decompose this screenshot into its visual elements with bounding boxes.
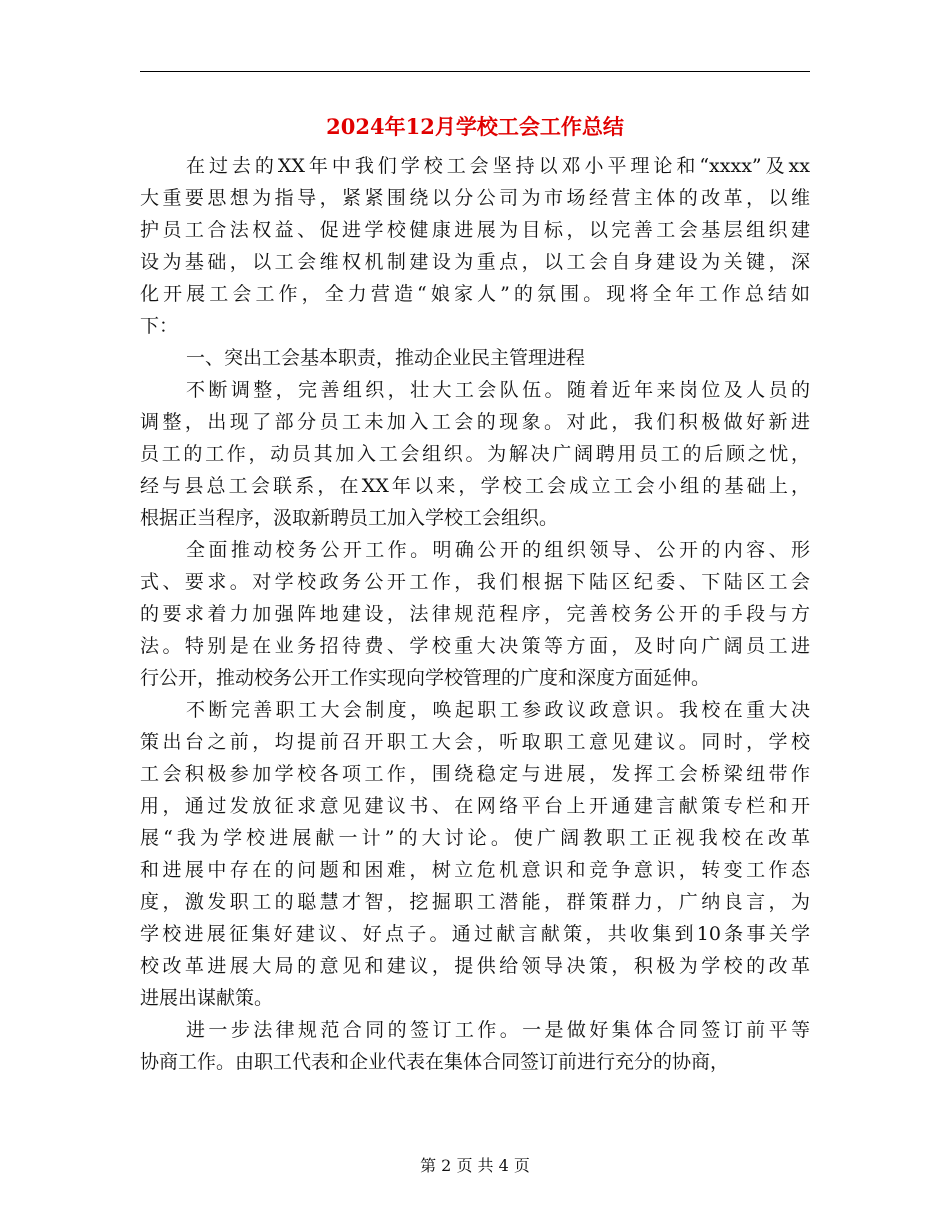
paragraph-line: 经与县总工会联系，在XX年以来，学校工会成立工会小组的基础上， bbox=[140, 475, 810, 497]
header-rule bbox=[140, 71, 810, 72]
paragraph-line: 度，激发职工的聪慧才智，挖掘职工潜能，群策群力，广纳良言，为 bbox=[140, 891, 810, 913]
paragraph-line: 一、突出工会基本职责，推动企业民主管理进程 bbox=[186, 347, 586, 369]
body-paragraph bbox=[140, 694, 810, 1014]
paragraph-line: 全面推动校务公开工作。明确公开的组织领导、公开的内容、形 bbox=[186, 539, 810, 561]
paragraph-line: 进一步法律规范合同的签订工作。一是做好集体合同签订前平等 bbox=[186, 1019, 810, 1041]
page-footer: 第 2 页 共 4 页 bbox=[420, 1156, 530, 1175]
paragraph-line: 协商工作。由职工代表和企业代表在集体合同签订前进行充分的协商， bbox=[140, 1051, 730, 1073]
paragraph-line: 策出台之前，均提前召开职工大会，听取职工意见建议。同时，学校 bbox=[140, 731, 810, 753]
paragraph-line: 式、要求。对学校政务公开工作，我们根据下陆区纪委、下陆区工会 bbox=[140, 571, 810, 593]
body-paragraph bbox=[140, 150, 810, 342]
paragraph-line: 下： bbox=[140, 315, 179, 337]
paragraph-line: 的要求着力加强阵地建设，法律规范程序，完善校务公开的手段与方 bbox=[140, 603, 810, 625]
document-title: 2024年12月学校工会工作总结 bbox=[326, 114, 624, 139]
paragraph-line: 设为基础，以工会维权机制建设为重点，以工会自身建设为关键，深 bbox=[140, 251, 810, 273]
paragraph-line: 展“我为学校进展献一计”的大讨论。使广阔教职工正视我校在改革 bbox=[140, 827, 810, 849]
paragraph-line: 不断调整，完善组织，壮大工会队伍。随着近年来岗位及人员的 bbox=[186, 379, 810, 401]
body-paragraph bbox=[140, 374, 810, 534]
paragraph-line: 用，通过发放征求意见建议书、在网络平台上开通建言献策专栏和开 bbox=[140, 795, 810, 817]
paragraph-line: 进展出谋献策。 bbox=[140, 987, 274, 1009]
paragraph-line: 校改革进展大局的意见和建议，提供给领导决策，积极为学校的改革 bbox=[140, 955, 810, 977]
paragraph-line: 工会积极参加学校各项工作，围绕稳定与进展，发挥工会桥梁纽带作 bbox=[140, 763, 810, 785]
paragraph-line: 化开展工会工作，全力营造“娘家人”的氛围。现将全年工作总结如 bbox=[140, 283, 810, 305]
paragraph-line: 在过去的XX年中我们学校工会坚持以邓小平理论和“xxxx”及xx bbox=[186, 155, 810, 177]
body-paragraph bbox=[140, 342, 810, 374]
paragraph-line: 调整，出现了部分员工未加入工会的现象。对此，我们积极做好新进 bbox=[140, 411, 810, 433]
paragraph-line: 大重要思想为指导，紧紧围绕以分公司为市场经营主体的改革，以维 bbox=[140, 187, 810, 209]
paragraph-line: 护员工合法权益、促进学校健康进展为目标，以完善工会基层组织建 bbox=[140, 219, 810, 241]
paragraph-line: 行公开，推动校务公开工作实现向学校管理的广度和深度方面延伸。 bbox=[140, 667, 711, 689]
body-paragraph bbox=[140, 1014, 810, 1078]
document-body bbox=[140, 150, 810, 1078]
body-paragraph bbox=[140, 534, 810, 694]
paragraph-line: 员工的工作，动员其加入工会组织。为解决广阔聘用员工的后顾之忧， bbox=[140, 443, 810, 465]
paragraph-line: 不断完善职工大会制度，唤起职工参政议政意识。我校在重大决 bbox=[186, 699, 810, 721]
paragraph-line: 法。特别是在业务招待费、学校重大决策等方面，及时向广阔员工进 bbox=[140, 635, 810, 657]
paragraph-line: 和进展中存在的问题和困难，树立危机意识和竞争意识，转变工作态 bbox=[140, 859, 810, 881]
paragraph-line: 根据正当程序，汲取新聘员工加入学校工会组织。 bbox=[140, 507, 559, 529]
paragraph-line: 学校进展征集好建议、好点子。通过献言献策，共收集到10条事关学 bbox=[140, 923, 810, 945]
